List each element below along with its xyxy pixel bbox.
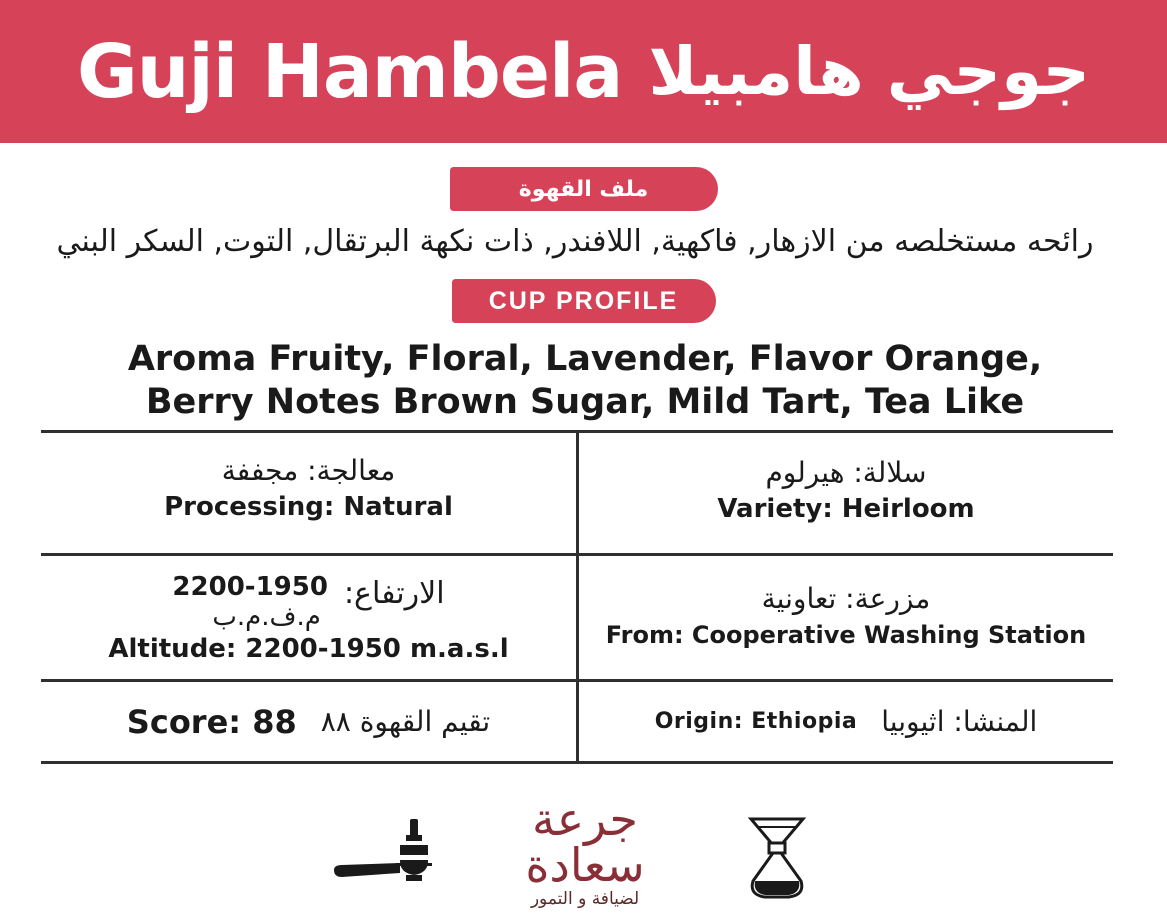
- origin-arabic: المنشا: اثيوبيا: [881, 705, 1038, 738]
- brand-logo: [500, 792, 670, 918]
- header-banner: [0, 0, 1167, 143]
- details-table: [41, 430, 1113, 764]
- altitude-english: Altitude: 2200-1950 m.a.s.l: [108, 634, 509, 664]
- profile-description-arabic: رائحه مستخلصه من الازهار, فاكهية, اللافندر, ذات نكهة البرتقال, التوت, السكر البني: [56, 224, 1094, 259]
- logo-line-1: جرعة: [532, 792, 638, 846]
- processing-english: Processing: Natural: [164, 492, 453, 522]
- title-arabic: جوجي هامبيلا: [648, 33, 1091, 110]
- cup-profile-line-1: Aroma Fruity, Floral, Lavender, Flavor Orange,: [127, 339, 1043, 379]
- altitude-label-arabic: الارتفاع:: [343, 576, 445, 611]
- title-english: Guji Hambela: [76, 28, 623, 115]
- cup-profile-text: [40, 338, 1130, 424]
- farm-cell: [579, 580, 1113, 652]
- logo-line-2: سعادة: [525, 838, 645, 892]
- altitude-arabic-row: [41, 574, 576, 630]
- logo-tagline: لضيافة و التمور: [530, 889, 640, 909]
- score-arabic: تقيم القهوة ٨٨: [320, 705, 491, 738]
- origin-cell: [579, 682, 1113, 761]
- altitude-range-block: [172, 574, 328, 630]
- altitude-cell: [41, 574, 576, 666]
- altitude-unit-arabic: م.ف.م.ب: [212, 602, 321, 632]
- cup-profile-line-2: Berry Notes Brown Sugar, Mild Tart, Tea Like: [145, 382, 1025, 422]
- chemex-icon: [745, 815, 809, 900]
- farm-english: From: Cooperative Washing Station: [605, 621, 1087, 649]
- processing-cell: [41, 452, 576, 524]
- portafilter-icon: [330, 815, 440, 895]
- variety-cell: [579, 454, 1113, 526]
- coffee-profile-badge-arabic: ملف القهوة: [450, 167, 718, 211]
- variety-english: Variety: Heirloom: [717, 494, 975, 524]
- variety-arabic: سلالة: هيرلوم: [765, 456, 927, 489]
- score-english: Score: 88: [126, 702, 297, 741]
- cup-profile-badge: CUP PROFILE: [452, 279, 716, 323]
- score-cell: [41, 682, 576, 761]
- processing-arabic: معالجة: مجففة: [221, 454, 396, 487]
- farm-arabic: مزرعة: تعاونية: [761, 582, 931, 615]
- altitude-range: 2200-1950: [172, 572, 328, 602]
- origin-english: Origin: Ethiopia: [654, 709, 858, 734]
